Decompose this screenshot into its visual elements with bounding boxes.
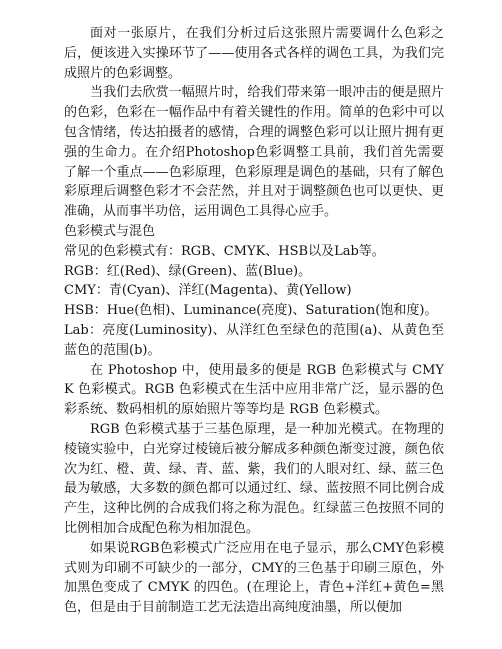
paragraph-hsb-definition: HSB：Hue(色相)、Luminance(亮度)、Saturation(饱和度)。 [64,303,438,319]
paragraph-rgb-definition: RGB：红(Red)、绿(Green)、蓝(Blue)。 [64,263,312,279]
paragraph-common-modes: 常见的色彩模式有：RGB、CMYK、HSB以及Lab等。 [64,243,385,259]
section-heading-color-modes: 色彩模式与混色 [64,223,156,239]
paragraph-cmy-definition: CMY：青(Cyan)、洋红(Magenta)、黄(Yellow) [64,283,352,299]
paragraph-photoshop-modes: 在 Photoshop 中，使用最多的便是 RGB 色彩模式与 CMYK 色彩模式。RGB 色彩模式在生活中应用非常广泛，显示器的色彩系统、数码相机的原始照片等等均是 RGB 色彩模式。 [64,362,444,418]
paragraph-intro: 面对一张原片，在我们分析过后这张照片需要调什么色彩之后，便该进入实操环节了——使用各式各样的调色工具，为我们完成照片的色彩调整。 [64,26,444,81]
paragraph-rgb-principle: RGB 色彩模式基于三基色原理，是一种加光模式。在物理的棱镜实验中，白光穿过棱镜后被分解成多种颜色渐变过渡，颜色依次为红、橙、黄、绿、青、蓝、紫，我们的人眼对红、绿、蓝三色最为敏感，大多数的颜色都可以通过红、绿、蓝按照不同比例合成产生，这种比例的合成我们将之称为混色。红绿蓝三色按照不同的比例相加合成配色称为相加混色。 [64,421,444,536]
paragraph-cmyk-printing: 如果说RGB色彩模式广泛应用在电子显示，那么CMY色彩模式则为印刷不可缺少的一部分，CMY的三色基于印刷三原色，外加黑色变成了 CMYK 的四色。(在理论上，青色+洋红+黄色=黑色，但是由于目前制造工艺无法造出高纯度油墨，所以便加 [64,540,444,616]
paragraph-color-importance: 当我们去欣赏一幅照片时，给我们带来第一眼冲击的便是照片的色彩，色彩在一幅作品中有着关键性的作用。简单的色彩中可以包含情绪，传达拍摄者的感情，合理的调整色彩可以让照片拥有更强的生命力。在介绍Photoshop色彩调整工具前，我们首先需要了解一个重点——色彩原理，色彩原理是调色的基础，只有了解色彩原理后调整色彩才不会茫然，并且对于调整颜色也可以更快、更准确，从而事半功倍，运用调色工具得心应手。 [64,85,444,220]
paragraph-lab-definition: Lab：亮度(Luminosity)、从洋红色至绿色的范围(a)、从黄色至蓝色的范围(b)。 [64,322,444,358]
